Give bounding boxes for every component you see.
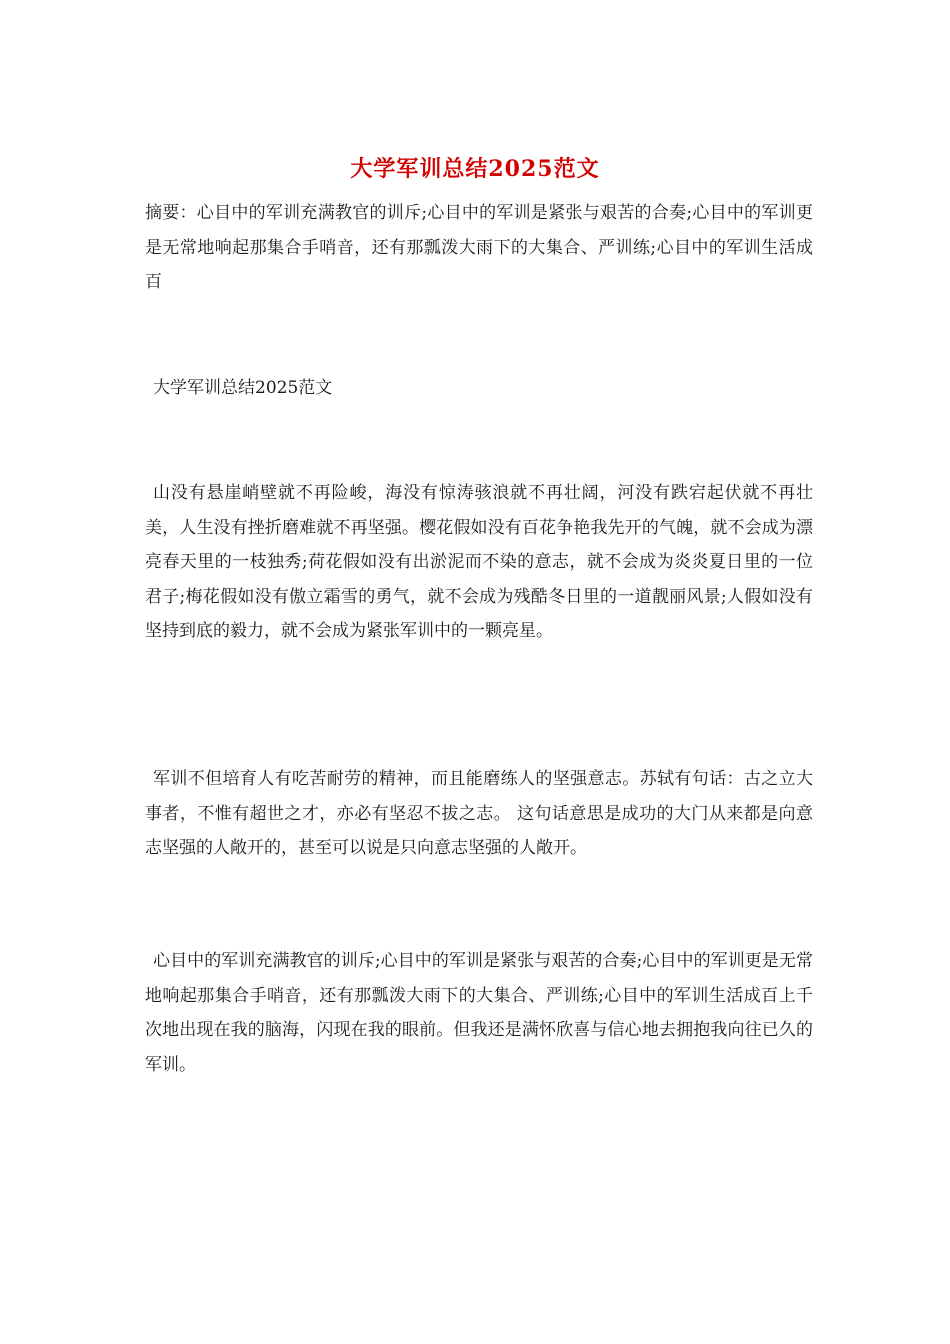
body-paragraph-1: 山没有悬崖峭壁就不再险峻，海没有惊涛骇浪就不再壮阔，河没有跌宕起伏就不再壮美，人生没有挫折磨难就不再坚强。樱花假如没有百花争艳我先开的气魄，就不会成为漂亮春天里的一枝独秀;荷花假如没有出淤泥而不染的意志，就不会成为炎炎夏日里的一位君子;梅花假如没有傲立霜雪的勇气，就不会成为残酷冬日里的一道靓丽风景;人假如没有坚持到底的毅力，就不会成为紧张军训中的一颗亮星。	[145, 483, 813, 641]
document-subtitle: 大学军训总结2025范文	[153, 378, 333, 398]
body-paragraph-2: 军训不但培育人有吃苦耐劳的精神，而且能磨练人的坚强意志。苏轼有句话：古之立大事者，不惟有超世之才，亦必有坚忍不拔之志。 这句话意思是成功的大门从来都是向意志坚强的人敞开的，甚至可以说是只向意志坚强的人敞开。	[145, 769, 813, 858]
body-paragraph-3: 心目中的军训充满教官的训斥;心目中的军训是紧张与艰苦的合奏;心目中的军训更是无常地响起那集合手哨音，还有那瓢泼大雨下的大集合、严训练;心目中的军训生活成百上千次地出现在我的脑海，闪现在我的眼前。但我还是满怀欣喜与信心地去拥抱我向往已久的军训。	[145, 951, 813, 1075]
abstract-paragraph: 摘要：心目中的军训充满教官的训斥;心目中的军训是紧张与艰苦的合奏;心目中的军训更是无常地响起那集合手哨音，还有那瓢泼大雨下的大集合、严训练;心目中的军训生活成百	[145, 203, 813, 292]
document-title: 大学军训总结2025范文	[350, 156, 600, 182]
